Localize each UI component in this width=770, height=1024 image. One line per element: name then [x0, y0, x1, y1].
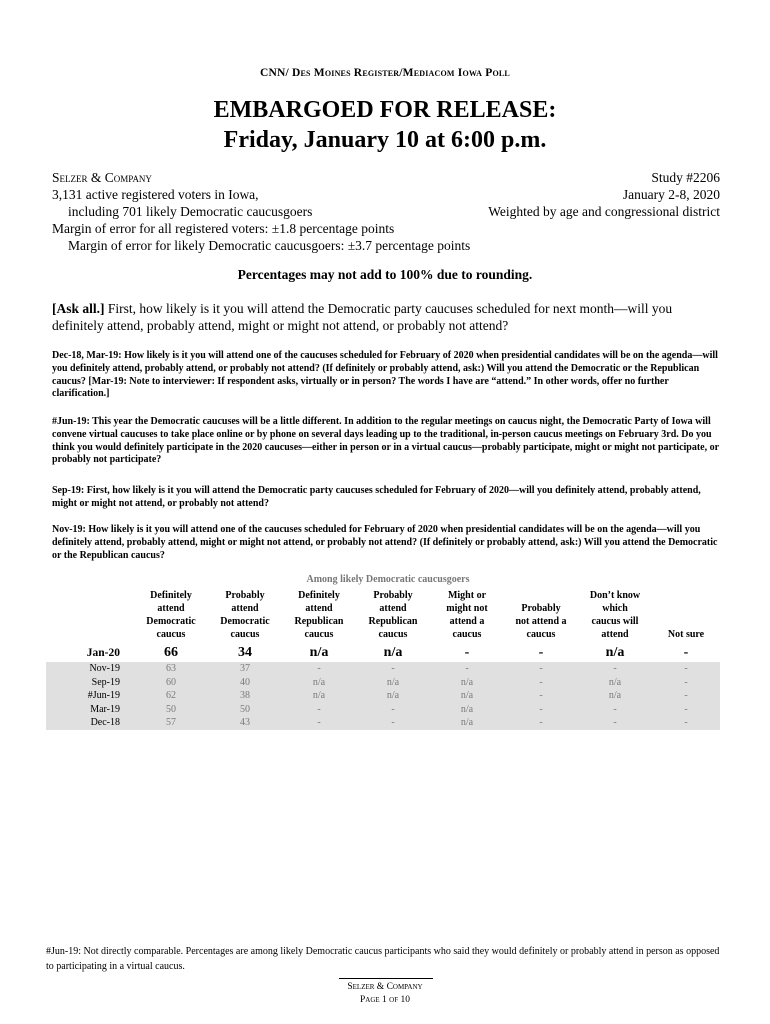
column-header-line: caucus	[452, 629, 482, 640]
column-header-line: might not	[446, 603, 488, 614]
table-cell: n/a	[383, 645, 403, 660]
column-header	[356, 589, 430, 645]
table-cell: -	[356, 662, 430, 676]
table-cell: -	[652, 716, 720, 730]
table-cell: n/a	[430, 716, 504, 730]
column-header-line: Democratic	[146, 616, 196, 627]
table-cell: n/a	[356, 676, 430, 690]
column-header	[208, 589, 282, 645]
results-table	[46, 589, 720, 730]
wording-note-sep: Sep-19: First, how likely is it you will attend the Democratic party caucuses scheduled for February of 2020—will you definitely attend, probably attend, might or might not attend, or probably not attend?	[52, 485, 701, 509]
table-cell: -	[652, 662, 720, 676]
row-label: Jan-20	[86, 647, 120, 659]
column-header-line: caucus will	[591, 616, 639, 627]
table-cell: -	[282, 662, 356, 676]
table-cell: 60	[134, 676, 208, 690]
table-cell: -	[504, 703, 578, 717]
column-header-line: Republican	[368, 616, 418, 627]
table-row	[46, 689, 720, 703]
table-cell: -	[282, 716, 356, 730]
column-header	[504, 589, 578, 645]
table-cell: -	[282, 703, 356, 717]
column-header-line: caucus	[378, 629, 408, 640]
table-body	[46, 645, 720, 730]
table-cell: 34	[238, 645, 252, 660]
study-number: Study #2206	[651, 170, 720, 185]
row-label: Dec-18	[46, 716, 134, 730]
field-dates: January 2-8, 2020	[622, 187, 720, 202]
table-cell: n/a	[578, 689, 652, 703]
footnote: #Jun-19: Not directly comparable. Percentages are among likely Democratic caucus participants who said they would definitely or probably attend in person as opposed to participating in a virtual caucus.	[46, 946, 720, 972]
rounding-note: Percentages may not add to 100% due to rounding.	[237, 267, 533, 282]
table-cell: 50	[134, 703, 208, 717]
column-header-line: caucus	[230, 629, 260, 640]
column-header-line: attend	[305, 603, 333, 614]
column-header-line: attend a	[449, 616, 485, 627]
table-cell: 43	[208, 716, 282, 730]
column-header-line: attend	[157, 603, 185, 614]
table-cell: n/a	[282, 676, 356, 690]
column-header	[134, 589, 208, 645]
table-subtitle: Among likely Democratic caucusgoers	[306, 574, 470, 585]
study-info	[488, 169, 720, 220]
row-label: Nov-19	[46, 662, 134, 676]
table-row	[46, 645, 720, 662]
table-cell: -	[578, 703, 652, 717]
table-header-row	[46, 589, 720, 645]
table-cell: -	[504, 662, 578, 676]
sample-description: 3,131 active registered voters in Iowa,	[52, 187, 259, 202]
table-cell: n/a	[430, 676, 504, 690]
question-text	[52, 300, 720, 334]
table-cell: -	[356, 716, 430, 730]
column-header-line: attend	[231, 603, 259, 614]
column-header-line: Republican	[294, 616, 344, 627]
column-header	[430, 589, 504, 645]
table-cell: n/a	[356, 689, 430, 703]
table-row	[46, 676, 720, 690]
table-cell: n/a	[282, 689, 356, 703]
table-cell: n/a	[309, 645, 329, 660]
table-cell: 50	[208, 703, 282, 717]
column-header-line: Democratic	[220, 616, 270, 627]
table-cell: 62	[134, 689, 208, 703]
table-cell: -	[578, 716, 652, 730]
table-cell: 63	[134, 662, 208, 676]
table-cell: n/a	[430, 689, 504, 703]
column-header-line: Probably	[373, 590, 413, 601]
weighting-note: Weighted by age and congressional district	[488, 204, 720, 219]
embargo-heading: EMBARGOED FOR RELEASE:	[213, 97, 557, 123]
table-row	[46, 703, 720, 717]
column-header-line: attend	[601, 629, 629, 640]
sample-info	[52, 169, 470, 254]
table-cell: -	[652, 689, 720, 703]
table-cell: -	[356, 703, 430, 717]
table-cell: -	[652, 676, 720, 690]
column-header-line: Not sure	[667, 629, 705, 640]
table-cell: -	[683, 645, 689, 660]
table-cell: 38	[208, 689, 282, 703]
footer-company: Selzer & Company	[347, 982, 423, 992]
margin-of-error-all: Margin of error for all registered voters: ±1.8 percentage points	[52, 221, 395, 236]
column-header	[282, 589, 356, 645]
column-header-line: which	[602, 603, 628, 614]
table-cell: -	[504, 716, 578, 730]
wording-note-jun: #Jun-19: This year the Democratic caucuses will be a little different. In addition to the regular meetings on caucus night, the Democratic Party of Iowa will convene virtual caucuses to take place online or by phone on several days leading up to the traditional, in-person caucus meetings on February 3rd. Do you think you would definitely participate in the 2020 caucuses—either in person or in a virtual caucus—probably participate, might or might not participate, or probably not participate?	[52, 416, 719, 466]
column-header-line: Might or	[447, 590, 487, 601]
column-header-line: Don’t know	[589, 590, 641, 601]
table-cell: 40	[208, 676, 282, 690]
wording-note-dec-mar: Dec-18, Mar-19: How likely is it you will attend one of the caucuses scheduled for February of 2020 when presidential candidates will be on the agenda—will you definitely attend, probably attend, or probably not attend? (If definitely or probably attend, ask:) Will you attend the Democratic or the Republican caucus? [Mar-19: Note to interviewer: If respondent asks, virtually or in person? The words I have are “attend.” In other words, offer no further clarification.]	[52, 350, 718, 400]
question-instruction: [Ask all.]	[52, 301, 105, 316]
table-cell: 57	[134, 716, 208, 730]
column-header	[578, 589, 652, 645]
column-header-line: Definitely	[298, 590, 340, 601]
margin-of-error-dem: Margin of error for likely Democratic caucusgoers: ±3.7 percentage points	[68, 238, 471, 253]
column-header-line: caucus	[304, 629, 334, 640]
column-header-line: caucus	[526, 629, 556, 640]
column-header-line: Probably	[521, 603, 561, 614]
wording-note-nov: Nov-19: How likely is it you will attend one of the caucuses scheduled for February of 2020 when presidential candidates will be on the agenda—will you definitely attend, probably attend, might or might not attend, or probably not attend? (If definitely or probably attend, ask:) Will you attend the Democratic or the Republican caucus?	[52, 524, 718, 561]
row-label: #Jun-19	[46, 689, 134, 703]
column-header-line: Definitely	[150, 590, 192, 601]
column-header-line: not attend a	[515, 616, 567, 627]
release-date-heading: Friday, January 10 at 6:00 p.m.	[223, 127, 547, 153]
column-header-line: Probably	[225, 590, 265, 601]
footer-divider	[339, 978, 433, 979]
table-cell: n/a	[430, 703, 504, 717]
poll-title: CNN/ Des Moines Register/Mediacom Iowa Poll	[260, 67, 510, 79]
row-label: Mar-19	[46, 703, 134, 717]
table-cell: -	[578, 662, 652, 676]
question-body: First, how likely is it you will attend the Democratic party caucuses scheduled for next month—will you definitely attend, probably attend, might or might not attend, or probably not attend?	[52, 301, 673, 333]
company-name: Selzer & Company	[52, 170, 152, 185]
table-cell: 66	[164, 645, 178, 660]
column-header-line: attend	[379, 603, 407, 614]
table-cell: n/a	[578, 676, 652, 690]
column-header-empty	[46, 589, 134, 645]
table-cell: 37	[208, 662, 282, 676]
table-cell: -	[538, 645, 544, 660]
column-header-line: caucus	[156, 629, 186, 640]
table-cell: -	[430, 662, 504, 676]
table-cell: -	[504, 676, 578, 690]
page-number: Page 1 of 10	[360, 995, 410, 1005]
row-label: Sep-19	[46, 676, 134, 690]
table-cell: -	[504, 689, 578, 703]
table-cell: -	[652, 703, 720, 717]
table-cell: -	[464, 645, 470, 660]
table-cell: n/a	[605, 645, 625, 660]
column-header	[652, 589, 720, 645]
table-row	[46, 662, 720, 676]
table-row	[46, 716, 720, 730]
subsample-description: including 701 likely Democratic caucusgoers	[68, 204, 313, 219]
